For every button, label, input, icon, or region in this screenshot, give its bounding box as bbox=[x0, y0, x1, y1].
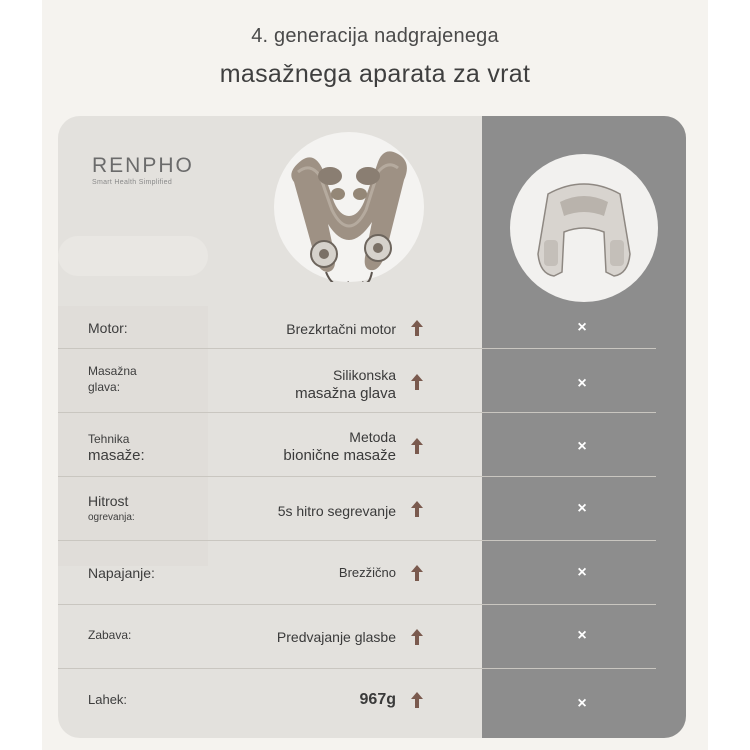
background-shape bbox=[58, 306, 208, 566]
page-title-line-1: 4. generacija nadgrajenega bbox=[251, 25, 499, 47]
cross-icon: × bbox=[577, 500, 587, 517]
cross-icon: × bbox=[577, 438, 587, 455]
neck-massager-icon bbox=[274, 132, 424, 282]
row-value: masažna glava bbox=[295, 385, 396, 402]
row-label: glava: bbox=[88, 380, 121, 394]
row-label: Motor: bbox=[88, 320, 128, 336]
arrow-up-icon bbox=[410, 691, 424, 709]
arrow-up-icon bbox=[410, 500, 424, 518]
row-value: Brezžično bbox=[338, 565, 396, 580]
brand-logo bbox=[92, 154, 194, 186]
row-divider bbox=[58, 412, 656, 413]
brand-tagline: Smart Health Simplified bbox=[92, 179, 173, 186]
row-divider bbox=[58, 540, 656, 541]
shawl-massager-icon bbox=[510, 154, 658, 302]
cross-icon: × bbox=[577, 627, 587, 644]
page-title-line-2: masažnega aparata za vrat bbox=[219, 60, 531, 88]
row-divider bbox=[58, 476, 656, 477]
background-shape bbox=[58, 236, 208, 276]
product-image bbox=[274, 132, 424, 282]
arrow-up-icon bbox=[410, 628, 424, 646]
competitor-image bbox=[510, 154, 658, 302]
arrow-up-icon bbox=[410, 373, 424, 391]
arrow-up-icon bbox=[410, 319, 424, 337]
row-value: 967g bbox=[359, 691, 396, 708]
row-label: Hitrost bbox=[88, 493, 129, 509]
row-value: Brezkrtačni motor bbox=[286, 321, 396, 337]
cross-icon: × bbox=[577, 695, 587, 712]
row-label: ogrevanja: bbox=[88, 512, 135, 523]
row-value: bionične masaže bbox=[283, 447, 396, 464]
cross-icon: × bbox=[577, 564, 587, 581]
comparison-card bbox=[58, 116, 686, 738]
arrow-up-icon bbox=[410, 437, 424, 455]
row-value: 5s hitro segrevanje bbox=[277, 503, 396, 519]
row-divider bbox=[58, 604, 656, 605]
row-value: Predvajanje glasbe bbox=[276, 629, 396, 645]
cross-icon: × bbox=[577, 319, 587, 336]
cross-icon: × bbox=[577, 375, 587, 392]
row-label: Zabava: bbox=[88, 628, 132, 642]
row-divider bbox=[58, 668, 656, 669]
row-label: Tehnika bbox=[88, 432, 130, 446]
brand-name: RENPHO bbox=[92, 154, 194, 177]
row-label: masaže: bbox=[88, 447, 145, 464]
row-label: Napajanje: bbox=[88, 565, 155, 581]
row-divider bbox=[58, 348, 656, 349]
row-label: Lahek: bbox=[88, 692, 128, 707]
arrow-up-icon bbox=[410, 564, 424, 582]
row-label: Masažna bbox=[88, 364, 137, 378]
row-value: Metoda bbox=[349, 429, 396, 445]
row-value: Silikonska bbox=[332, 367, 396, 383]
